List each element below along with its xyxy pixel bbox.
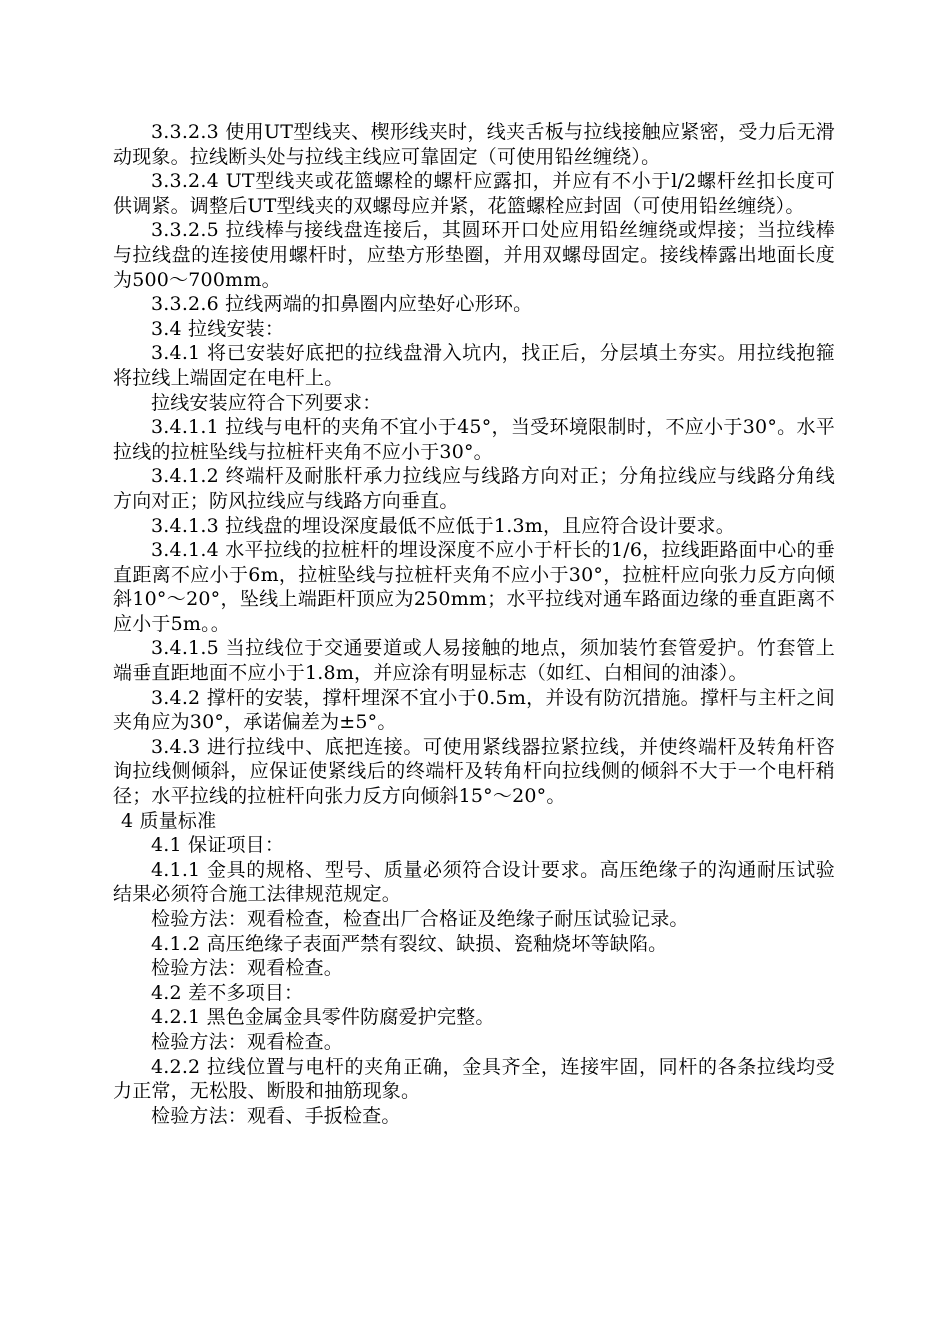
paragraph: 3.4 拉线安装：: [151, 317, 285, 340]
paragraph: 3.4.1.2 终端杆及耐胀杆承力拉线应与线路方向对正；分角拉线应与线路分角线方向对正；防风拉线应与线路方向垂直。: [113, 465, 835, 512]
paragraph: 4.2.1 黑色金属金具零件防腐爱护完整。: [151, 1006, 495, 1029]
paragraph: 检验方法：观看检查。: [151, 957, 344, 980]
paragraph: 4.2.2 拉线位置与电杆的夹角正确，金具齐全，连接牢固，同杆的各条拉线均受力正常，无松股、断股和抽筋现象。: [113, 1055, 835, 1103]
paragraph: 4.1 保证项目：: [151, 834, 285, 857]
paragraph: 3.4.1.3 拉线盘的埋设深度最低不应低于1.3m，且应符合设计要求。: [151, 514, 735, 537]
paragraph: 3.3.2.5 拉线棒与接线盘连接后，其圆环开口处应用铅丝缠绕或焊接；当拉线棒与拉线盘的连接使用螺杆时，应垫方形垫圈，并用双螺母固定。接线棒露出地面长度为500～700mm。: [113, 219, 835, 291]
paragraph: 3.4.1 将已安装好底把的拉线盘滑入坑内，找正后，分层填土夯实。用拉线抱箍将拉线上端固定在电杆上。: [113, 342, 835, 389]
paragraph: 3.4.1.4 水平拉线的拉桩杆的埋设深度不应小于杆长的1/6，拉线距路面中心的垂直距离不应小于6m，拉桩坠线与拉桩杆夹角不应小于30°，拉桩杆应向张力反方向倾斜10°～20°，坠线上端距杆顶应为250mm；水平拉线对通车路面边缘的垂直距离不应小于5m。。: [113, 539, 835, 635]
paragraph: 拉线安装应符合下列要求：: [151, 391, 382, 414]
paragraph: 3.3.2.4 UT型线夹或花篮螺栓的螺杆应露扣，并应有不小于l/2螺杆丝扣长度可供调紧。调整后UT型线夹的双螺母应并紧，花篮螺栓应封固（可使用铅丝缠绕）。: [113, 170, 835, 217]
paragraph: 3.4.1.5 当拉线位于交通要道或人易接触的地点，须加装竹套管爱护。竹套管上端垂直距地面不应小于1.8m，并应涂有明显标志（如红、白相间的油漆）。: [113, 637, 835, 685]
section-heading: 4 质量标准: [121, 809, 217, 832]
document-page: [113, 120, 835, 1128]
paragraph: 4.1.1 金具的规格、型号、质量必须符合设计要求。高压绝缘子的沟通耐压试验结果必须符合施工法律规范规定。: [113, 858, 835, 906]
paragraph: 3.4.3 进行拉线中、底把连接。可使用紧线器拉紧拉线，并使终端杆及转角杆咨询拉线侧倾斜，应保证使紧线后的终端杆及转角杆向拉线侧的倾斜不大于一个电杆稍径；水平拉线的拉桩杆向张力反方向倾斜15°～20°。: [113, 735, 835, 808]
paragraph: 检验方法：观看、手扳检查。: [151, 1104, 401, 1127]
paragraph: 3.4.1.1 拉线与电杆的夹角不宜小于45°，当受环境限制时，不应小于30°。水平拉线的拉桩坠线与拉桩杆夹角不应小于30°。: [113, 416, 835, 463]
paragraph: 4.2 差不多项目：: [151, 981, 304, 1004]
paragraph: 检验方法：观看检查，检查出厂合格证及绝缘子耐压试验记录。: [151, 908, 689, 930]
paragraph: 检验方法：观看检查。: [151, 1030, 344, 1053]
paragraph: 3.4.2 撑杆的安装，撑杆埋深不宜小于0.5m，并设有防沉措施。撑杆与主杆之间夹角应为30°，承诺偏差为±5°。: [113, 686, 835, 734]
paragraph: 3.3.2.3 使用UT型线夹、楔形线夹时，线夹舌板与拉线接触应紧密，受力后无滑动现象。拉线断头处与拉线主线应可靠固定（可使用铅丝缠绕）。: [113, 121, 835, 168]
paragraph: 4.1.2 高压绝缘子表面严禁有裂纹、缺损、瓷釉烧坏等缺陷。: [151, 932, 668, 955]
paragraph: 3.3.2.6 拉线两端的扣鼻圈内应垫好心形环。: [151, 293, 533, 316]
